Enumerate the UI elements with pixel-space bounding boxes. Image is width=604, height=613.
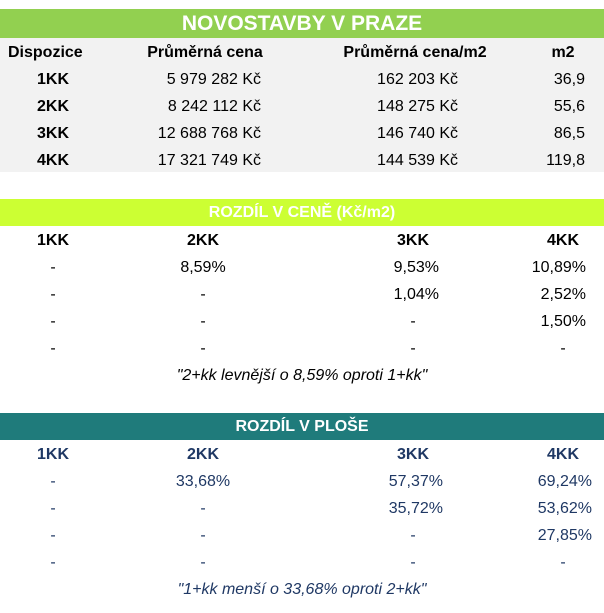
diff-cell: - — [200, 313, 206, 330]
diff-cell: 35,72% — [388, 500, 443, 517]
area-diff-row — [0, 549, 604, 576]
price-diff-header-row — [0, 227, 604, 254]
cena-cell: 5 979 282 Kč — [166, 71, 261, 88]
diff-cell: - — [200, 527, 206, 544]
diff-cell: - — [410, 313, 416, 330]
area-diff-note: "1+kk menší o 33,68% oproti 2+kk" — [177, 581, 427, 598]
price-diff-title: ROZDÍL V CENĚ (Kč/m2) — [208, 204, 396, 221]
header-m2: m2 — [551, 44, 575, 61]
page-title: NOVOSTAVBY V PRAZE — [181, 12, 423, 35]
diff-cell: 10,89% — [531, 259, 586, 276]
diff-cell: - — [50, 340, 56, 357]
diff-cell: 69,24% — [537, 473, 592, 490]
dispozice-cell: 1KK — [36, 71, 69, 88]
area-diff-row — [0, 495, 604, 522]
price-diff-note-row — [0, 362, 604, 389]
diff-cell: - — [410, 527, 416, 544]
header-2kk: 2KK — [186, 446, 219, 463]
header-4kk: 4KK — [546, 446, 579, 463]
price-diff-row — [0, 335, 604, 362]
header-prumerna-cena-m2: Průměrná cena/m2 — [343, 44, 487, 61]
cena-cell: 12 688 768 Kč — [157, 125, 261, 142]
m2-cell: 86,5 — [553, 125, 585, 142]
diff-cell: 57,37% — [388, 473, 443, 490]
price-diff-row — [0, 281, 604, 308]
header-3kk: 3KK — [396, 446, 429, 463]
dispozice-cell: 4KK — [36, 152, 69, 169]
diff-cell: - — [50, 473, 56, 490]
diff-cell: - — [50, 259, 56, 276]
dispozice-cell: 3KK — [36, 125, 69, 142]
area-diff-title: ROZDÍL V PLOŠE — [235, 418, 369, 435]
diff-cell: 33,68% — [175, 473, 231, 490]
m2-cell: 119,8 — [546, 152, 585, 169]
area-diff-header-row — [0, 441, 604, 468]
prices-row — [0, 93, 604, 120]
cena-m2-cell: 146 740 Kč — [377, 125, 458, 142]
cena-cell: 8 242 112 Kč — [167, 98, 261, 115]
header-2kk: 2KK — [186, 232, 219, 249]
diff-cell: - — [50, 527, 56, 544]
prices-header-row — [0, 39, 604, 66]
header-3kk: 3KK — [396, 232, 429, 249]
diff-cell: - — [200, 554, 206, 571]
diff-cell: - — [410, 554, 416, 571]
price-diff-note: "2+kk levnější o 8,59% oproti 1+kk" — [176, 367, 428, 384]
header-4kk: 4KK — [546, 232, 579, 249]
cena-cell: 17 321 749 Kč — [157, 152, 261, 169]
diff-cell: 1,04% — [393, 286, 439, 303]
diff-cell: - — [560, 554, 566, 571]
header-prumerna-cena: Průměrná cena — [147, 44, 263, 61]
prices-row — [0, 147, 604, 174]
diff-cell: 2,52% — [540, 286, 586, 303]
diff-cell: 53,62% — [537, 500, 592, 517]
cena-m2-cell: 148 275 Kč — [377, 98, 458, 115]
diff-cell: - — [50, 554, 56, 571]
diff-cell: - — [200, 286, 206, 303]
prices-row — [0, 66, 604, 93]
area-diff-row — [0, 522, 604, 549]
m2-cell: 36,9 — [553, 71, 585, 88]
diff-cell: 1,50% — [540, 313, 586, 330]
m2-cell: 55,6 — [553, 98, 585, 115]
cena-m2-cell: 162 203 Kč — [377, 71, 458, 88]
diff-cell: - — [50, 500, 56, 517]
area-diff-note-row — [0, 576, 604, 603]
diff-cell: 8,59% — [180, 259, 226, 276]
title-band — [0, 9, 604, 38]
diff-cell: 27,85% — [537, 527, 592, 544]
area-diff-row — [0, 468, 604, 495]
header-1kk: 1KK — [36, 232, 69, 249]
header-dispozice: Dispozice — [8, 44, 83, 61]
diff-cell: - — [560, 340, 566, 357]
diff-cell: 9,53% — [393, 259, 439, 276]
prices-row — [0, 120, 604, 147]
price-diff-row — [0, 254, 604, 281]
price-diff-band — [0, 199, 604, 226]
price-diff-row — [0, 308, 604, 335]
diff-cell: - — [50, 313, 56, 330]
area-diff-band — [0, 413, 604, 440]
diff-cell: - — [410, 340, 416, 357]
dispozice-cell: 2KK — [36, 98, 69, 115]
diff-cell: - — [50, 286, 56, 303]
header-1kk: 1KK — [36, 446, 69, 463]
diff-cell: - — [200, 500, 206, 517]
cena-m2-cell: 144 539 Kč — [377, 152, 458, 169]
diff-cell: - — [200, 340, 206, 357]
